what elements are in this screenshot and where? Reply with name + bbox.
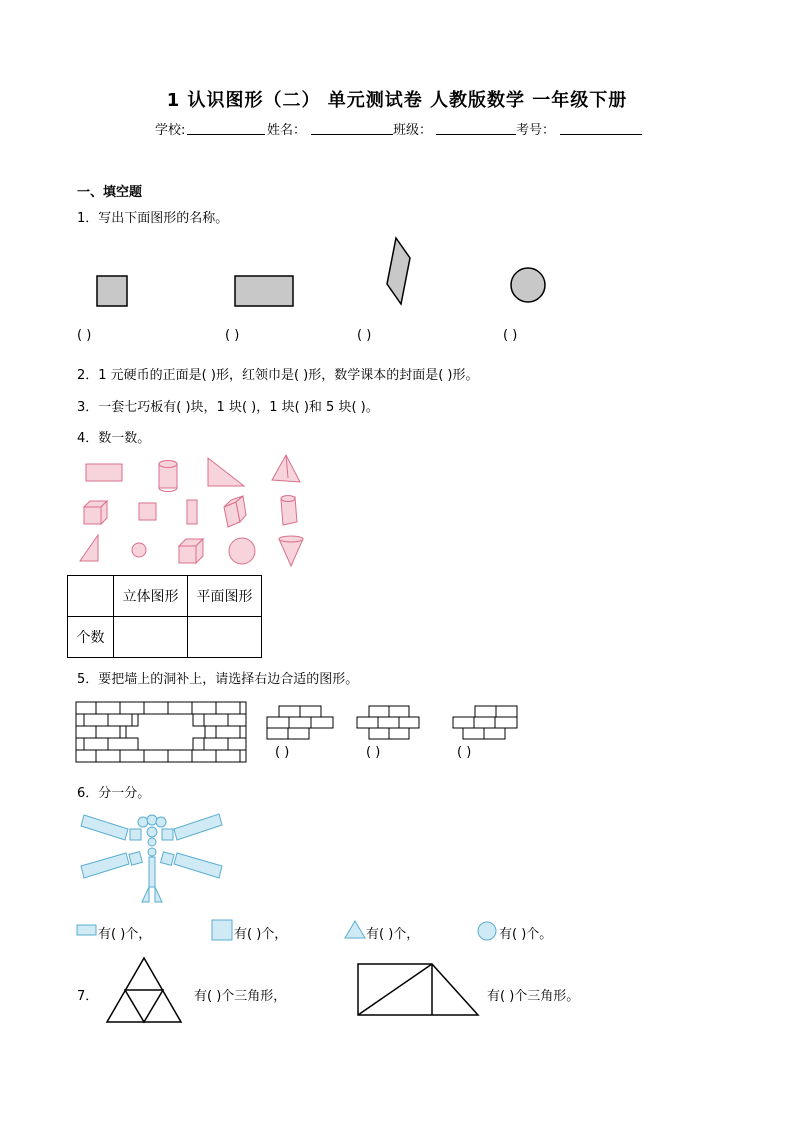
question-2-text: 2．1 元硬币的正面是( )形，红领巾是( )形，数学课本的封面是( )形。 bbox=[77, 368, 479, 383]
question-5-text: 5．要把墙上的洞补上，请选择右边合适的图形。 bbox=[77, 672, 359, 687]
q1-answer-3[interactable]: ( ) bbox=[357, 328, 372, 343]
q1-answer-2[interactable]: ( ) bbox=[225, 328, 240, 343]
table-header-plane: 平面图形 bbox=[188, 576, 262, 617]
q6-square-count[interactable]: 有( )个， bbox=[234, 927, 288, 942]
q1-answer-1[interactable]: ( ) bbox=[77, 328, 92, 343]
question-3-text: 3．一套七巧板有( )块，1 块( )，1 块( )和 5 块( )。 bbox=[77, 400, 379, 415]
question-6-text: 6．分一分。 bbox=[77, 786, 151, 801]
name-label: 姓名： bbox=[267, 123, 307, 138]
q5-answer-3[interactable]: ( ) bbox=[457, 745, 472, 760]
exam-number-label: 考号： bbox=[516, 123, 556, 138]
school-label: 学校: bbox=[155, 123, 186, 138]
question-1-text: 1．写出下面图形的名称。 bbox=[77, 211, 229, 226]
q5-answer-1[interactable]: ( ) bbox=[275, 745, 290, 760]
q6-triangle-count[interactable]: 有( )个， bbox=[366, 927, 420, 942]
triangle-figure-2 bbox=[358, 964, 478, 1015]
table-header-solid: 立体图形 bbox=[114, 576, 188, 617]
section-heading: 一、填空题 bbox=[77, 185, 143, 200]
table-row-label: 个数 bbox=[68, 617, 114, 658]
q6-circle-count[interactable]: 有( )个。 bbox=[499, 927, 553, 942]
q6-rectangle-count[interactable]: 有( )个， bbox=[98, 927, 152, 942]
page-title: 1 认识图形（二） 单元测试卷 人教版数学 一年级下册 bbox=[166, 90, 628, 111]
triangle-figure-1 bbox=[107, 958, 181, 1022]
q7-answer-1[interactable]: 有( )个三角形， bbox=[194, 989, 287, 1004]
question-4-text: 4．数一数。 bbox=[77, 431, 151, 446]
class-label: 班级： bbox=[393, 123, 433, 138]
q5-answer-2[interactable]: ( ) bbox=[366, 745, 381, 760]
question-7-label: 7． bbox=[77, 989, 99, 1004]
q1-answer-4[interactable]: ( ) bbox=[503, 328, 518, 343]
q7-answer-2[interactable]: 有( )个三角形。 bbox=[487, 989, 580, 1004]
